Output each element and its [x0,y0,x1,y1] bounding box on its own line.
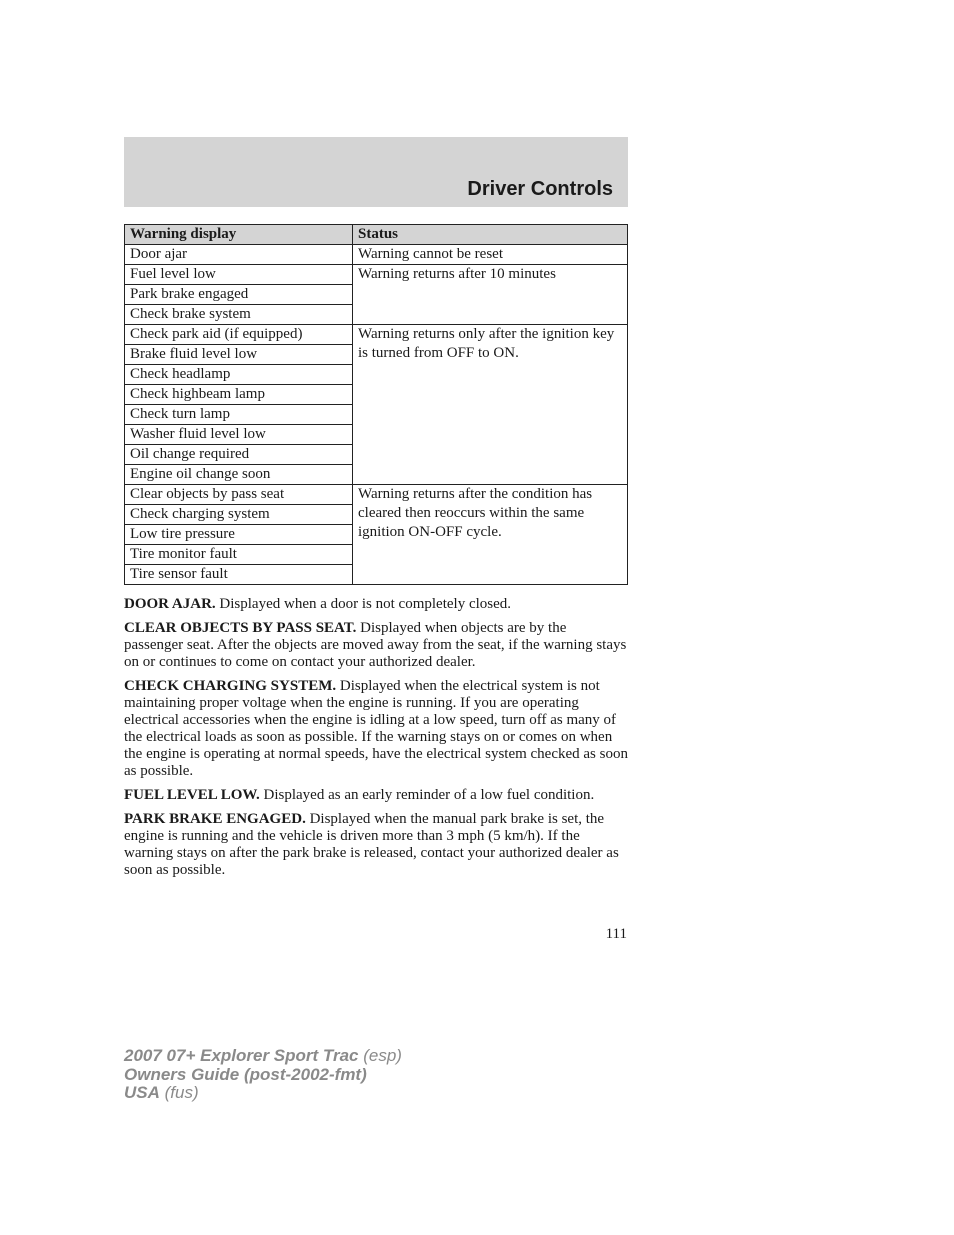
status-cell: Warning returns after 10 minutes [353,265,628,325]
warning-cell: Check turn lamp [125,405,353,425]
warning-cell: Check park aid (if equipped) [125,325,353,345]
paragraph-text: Displayed when objects are by the passenger seat. After the objects are moved away from the seat, if the warning stays on or continues to come on contact your authorized dealer. [124,620,627,670]
document-footer [124,1047,402,1103]
section-title: Driver Controls [467,178,613,200]
column-header-status: Status [353,225,628,245]
section-header-band [124,137,628,207]
paragraph-lead: DOOR AJAR. [124,596,216,612]
warning-cell: Oil change required [125,445,353,465]
status-cell: Warning returns only after the ignition key is turned from OFF to ON. [353,325,628,485]
status-cell: Warning returns after the condition has cleared then reoccurs within the same ignition ON-OFF cycle. [353,485,628,585]
column-header-warning: Warning display [125,225,353,245]
warning-cell: Check charging system [125,505,353,525]
paragraph-lead: FUEL LEVEL LOW. [124,787,260,803]
table-row [125,245,628,265]
footer-model-code: (esp) [358,1046,402,1065]
warning-cell: Brake fluid level low [125,345,353,365]
warning-cell: Engine oil change soon [125,465,353,485]
table-row [125,485,628,505]
warning-display-table [124,224,628,585]
paragraph-lead: CHECK CHARGING SYSTEM. [124,678,337,694]
warning-cell: Washer fluid level low [125,425,353,445]
table-row [125,265,628,285]
warning-cell: Park brake engaged [125,285,353,305]
paragraph-text: Displayed when the electrical system is not maintaining proper voltage when the engine is running. If you are operating electrical accessories when the engine is idling at a low speed, turn off as many of the electrical loads as soon as possible. If the warning stays on or comes on when the engine is operating at normal speeds, have the electrical system checked as soon as possible. [124,678,628,779]
paragraph-door-ajar [124,596,628,613]
warning-cell: Check headlamp [125,365,353,385]
warning-cell: Tire monitor fault [125,545,353,565]
footer-line-1 [124,1047,402,1066]
warning-cell: Clear objects by pass seat [125,485,353,505]
paragraph-lead: CLEAR OBJECTS BY PASS SEAT. [124,620,357,636]
warning-cell: Check brake system [125,305,353,325]
paragraph-clear-objects [124,620,628,671]
paragraph-check-charging [124,678,628,780]
footer-guide: Owners Guide (post-2002-fmt) [124,1064,367,1084]
paragraph-fuel-level [124,787,628,804]
warning-cell: Low tire pressure [125,525,353,545]
page-number: 111 [605,926,627,942]
footer-model: 2007 07+ Explorer Sport Trac [124,1046,359,1065]
status-cell: Warning cannot be reset [353,245,628,265]
footer-line-3 [124,1084,402,1103]
table-row [125,325,628,345]
paragraph-text: Displayed as an early reminder of a low fuel condition. [259,787,595,803]
footer-line-2 [124,1066,402,1085]
paragraph-text: Displayed when the manual park brake is set, the engine is running and the vehicle is driven more than 3 mph (5 km/h). If the warning stays on after the park brake is released, contact your authorized dealer as soon as possible. [124,811,619,878]
table-header-row [125,225,628,245]
footer-market: USA [124,1083,160,1102]
warning-cell: Door ajar [125,245,353,265]
paragraph-lead: PARK BRAKE ENGAGED. [124,811,306,827]
warning-cell: Check highbeam lamp [125,385,353,405]
paragraph-park-brake [124,811,628,879]
body-text [124,596,628,886]
paragraph-text: Displayed when a door is not completely closed. [215,596,512,612]
warning-cell: Fuel level low [125,265,353,285]
warning-cell: Tire sensor fault [125,565,353,585]
footer-market-code: (fus) [159,1083,199,1102]
